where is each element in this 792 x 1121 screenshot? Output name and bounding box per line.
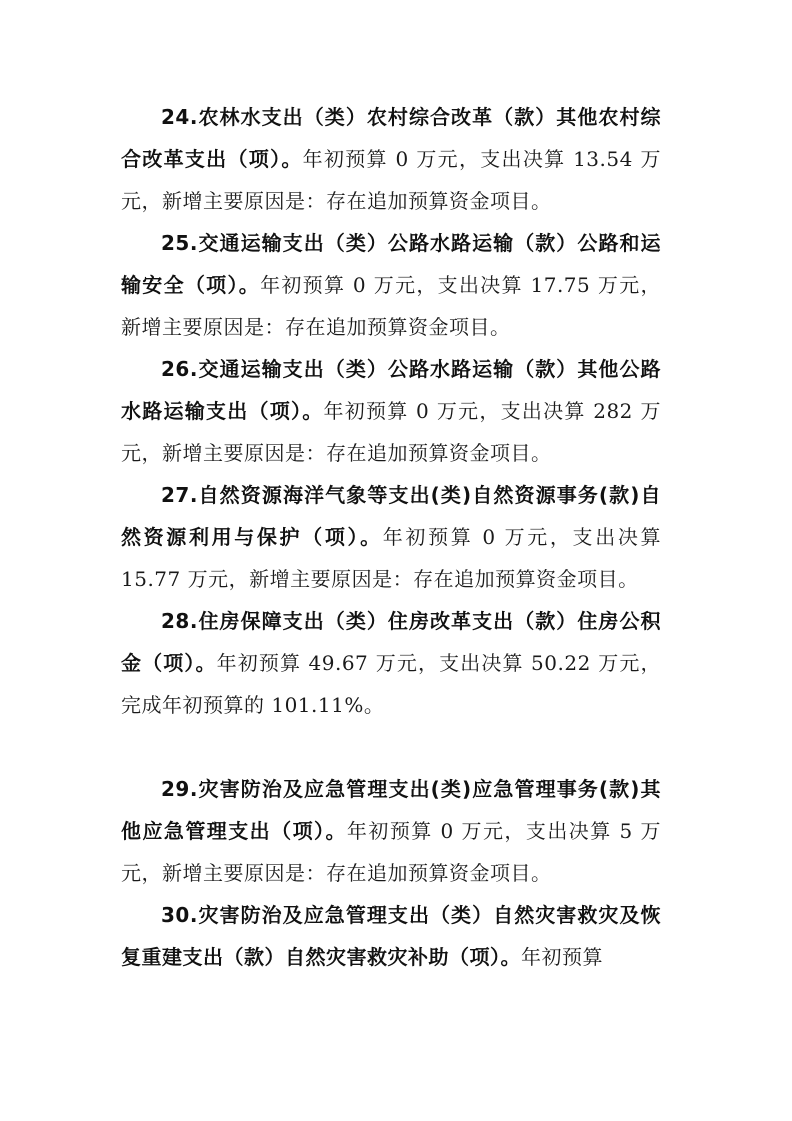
- item-heading: 29.灾害防治及应急管理支出(类)应急管理事务(款)其他应急管理支出（项）。: [121, 777, 661, 843]
- paragraph-item-29: [121, 768, 661, 894]
- paragraph-item-26: [121, 348, 661, 474]
- item-body: 年初预算 0 万元，支出决算 15.77 万元，新增主要原因是：存在追加预算资金项目。: [121, 525, 661, 591]
- item-body: 年初预算 0 万元，支出决算 282 万元，新增主要原因是：存在追加预算资金项目。: [121, 399, 661, 465]
- item-heading: 28.住房保障支出（类）住房改革支出（款）住房公积金（项）。: [121, 609, 661, 675]
- paragraph-item-25: [121, 222, 661, 348]
- paragraph-item-30: [121, 894, 661, 978]
- item-body: 年初预算 0 万元，支出决算 17.75 万元，新增主要原因是：存在追加预算资金项目。: [121, 273, 662, 339]
- item-body: 年初预算 0 万元，支出决算 5 万元，新增主要原因是：存在追加预算资金项目。: [121, 819, 661, 885]
- item-body: 年初预算 49.67 万元，支出决算 50.22 万元，完成年初预算的 101.11%。: [121, 651, 662, 717]
- paragraph-item-24: [121, 96, 661, 222]
- item-heading: 25.交通运输支出（类）公路水路运输（款）公路和运输安全（项）。: [121, 231, 661, 297]
- item-heading: 27.自然资源海洋气象等支出(类)自然资源事务(款)自然资源利用与保护（项）。: [121, 483, 661, 549]
- item-body: 年初预算: [521, 945, 603, 969]
- item-heading: 24.农林水支出（类）农村综合改革（款）其他农村综合改革支出（项）。: [121, 105, 661, 171]
- paragraph-item-27: [121, 474, 661, 600]
- paragraph-item-28: [121, 600, 661, 726]
- item-heading: 30.灾害防治及应急管理支出（类）自然灾害救灾及恢复重建支出（款）自然灾害救灾补助（项）。: [121, 903, 661, 969]
- item-heading: 26.交通运输支出（类）公路水路运输（款）其他公路水路运输支出（项）。: [121, 357, 661, 423]
- item-body: 年初预算 0 万元，支出决算 13.54 万元，新增主要原因是：存在追加预算资金项目。: [121, 147, 661, 213]
